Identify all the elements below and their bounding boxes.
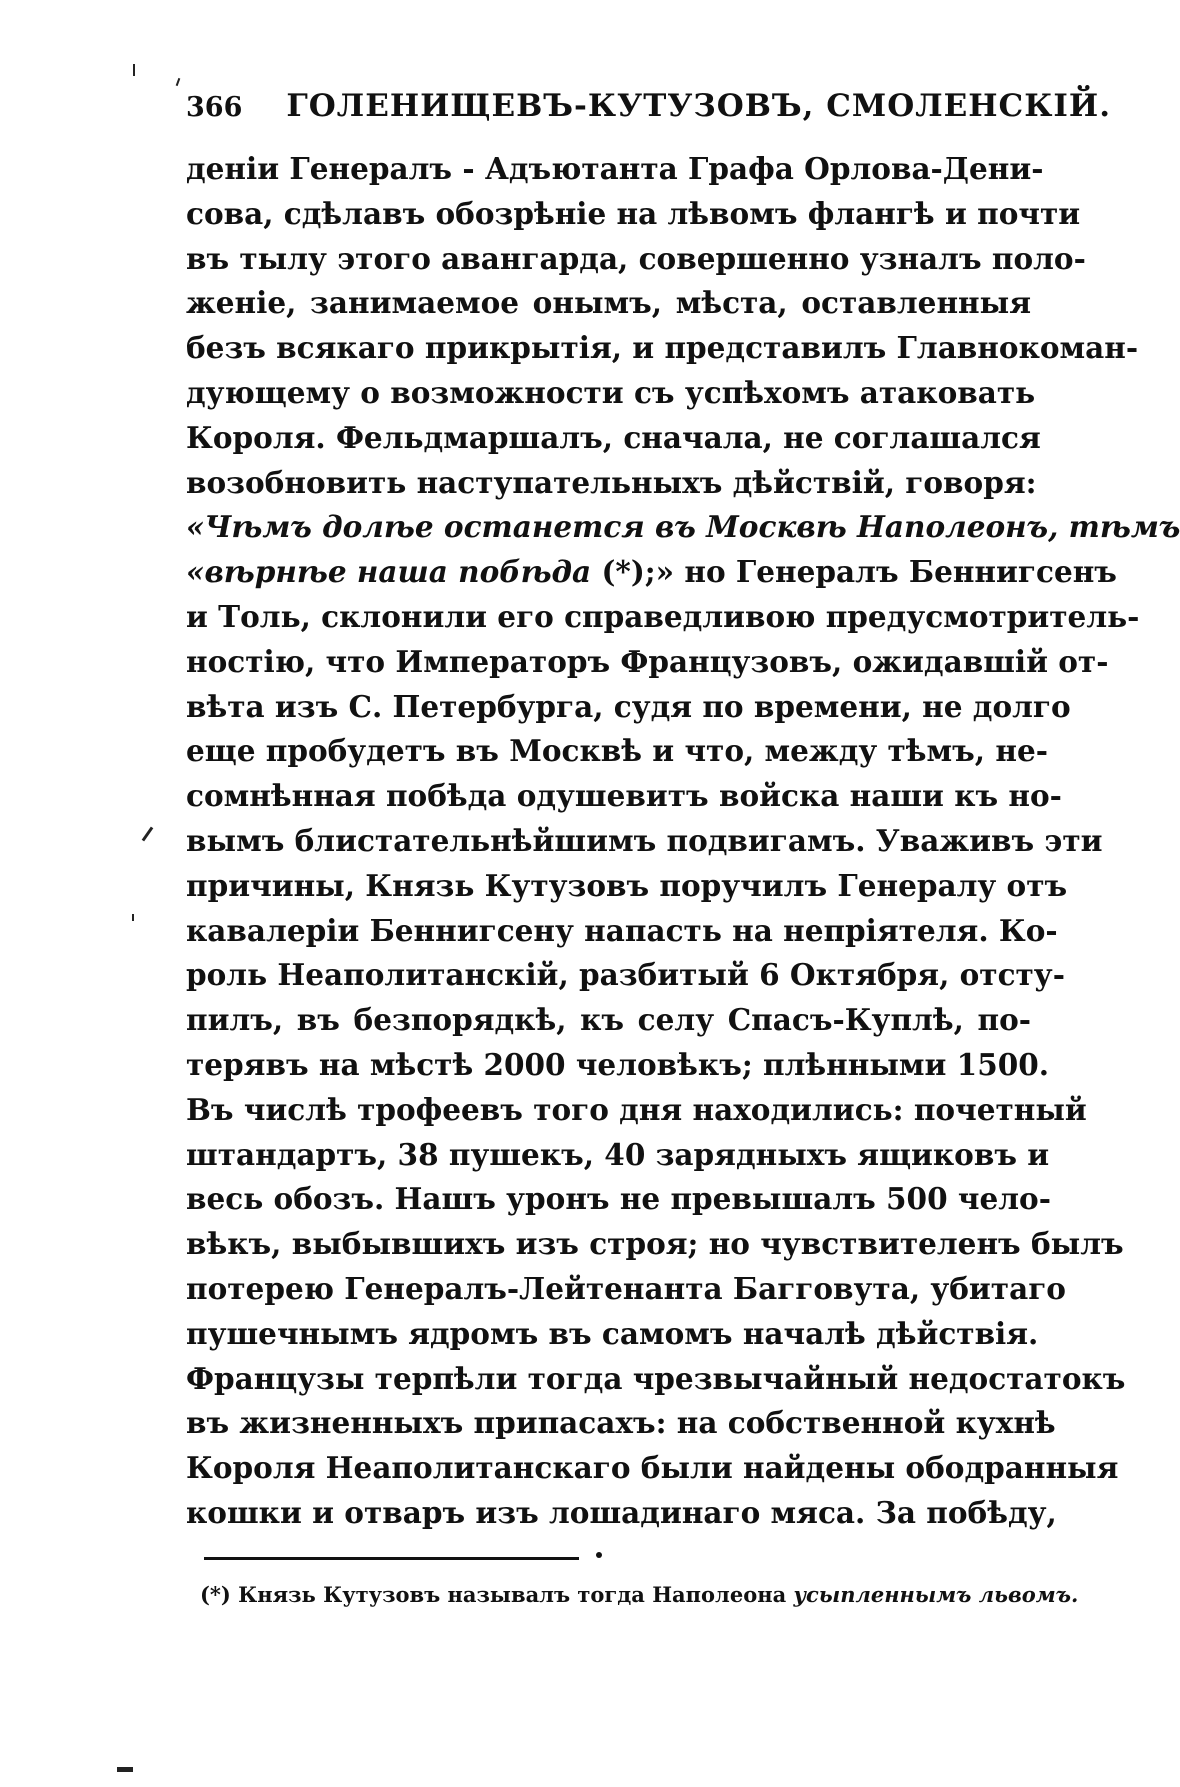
text-segment: возобновить наступательныхъ дѣйствій, говоря: xyxy=(186,464,1037,500)
text-line xyxy=(186,819,1103,864)
text-line xyxy=(186,1177,1051,1222)
italic-segment: «Чѣмъ долѣе останется въ Москвѣ Наполеонъ, тѣмъ xyxy=(186,509,1180,545)
text-segment: весь обозъ. Нашъ уронъ не превышалъ 500 чело- xyxy=(186,1181,1051,1217)
footnote-marker: (*) xyxy=(200,1582,231,1607)
text-line xyxy=(186,774,1062,819)
text-line xyxy=(186,416,1041,461)
text-segment: сомнѣнная побѣда одушевитъ войска наши къ но- xyxy=(186,778,1062,814)
text-line xyxy=(186,953,1065,998)
text-segment: штандартъ, 38 пушекъ, 40 зарядныхъ ящиковъ и xyxy=(186,1136,1050,1172)
scan-mark xyxy=(133,64,135,76)
text-segment: Въ числѣ трофеевъ того дня находились: почетный xyxy=(186,1091,1087,1127)
text-line xyxy=(186,1267,1066,1312)
text-segment: сова, сдѣлавъ обозрѣніе на лѣвомъ флангѣ и почти xyxy=(186,195,1081,231)
text-segment: и Толь, склонили его справедливою предусмотритель- xyxy=(186,598,1140,634)
text-line xyxy=(186,729,1048,774)
text-line xyxy=(186,237,1086,282)
text-segment: причины, Князь Кутузовъ поручилъ Генералу отъ xyxy=(186,867,1068,903)
footnote-text: Князь Кутузовъ называлъ тогда Наполеона xyxy=(238,1582,787,1607)
text-line xyxy=(186,550,1117,595)
text-line xyxy=(186,147,1044,192)
text-line xyxy=(186,1088,1087,1133)
text-line xyxy=(186,1357,1126,1402)
text-line xyxy=(186,909,1058,954)
text-segment: вымъ блистательнѣйшимъ подвигамъ. Уваживъ эти xyxy=(186,822,1103,858)
text-segment: въ тылу этого авангарда, совершенно узналъ поло- xyxy=(186,240,1086,276)
scan-mark xyxy=(142,827,154,842)
text-line xyxy=(186,371,1036,416)
text-line xyxy=(186,998,1031,1043)
text-segment: въ жизненныхъ припасахъ: на собственной кухнѣ xyxy=(186,1405,1056,1441)
text-segment: (*);» но Генералъ Беннигсенъ xyxy=(591,554,1117,590)
text-segment: ностію, что Императоръ Французовъ, ожидавшій от- xyxy=(186,643,1109,679)
page-number: 366 xyxy=(186,92,243,123)
italic-segment: «вѣрнѣе наша побѣда xyxy=(186,554,592,590)
text-segment: женіе, занимаемое онымъ, мѣста, оставленныя xyxy=(186,285,1031,321)
footnote-italic-text: усыпленнымъ львомъ. xyxy=(793,1582,1079,1607)
text-line xyxy=(186,505,1180,550)
footnote-rule xyxy=(204,1557,579,1560)
running-head: ГОЛЕНИЩЕВЪ-КУТУЗОВЪ, СМОЛЕНСКІЙ. xyxy=(286,88,1111,124)
text-line xyxy=(186,640,1109,685)
text-segment: кошки и отваръ изъ лошадинаго мяса. За побѣду, xyxy=(186,1494,1057,1530)
text-line xyxy=(186,326,1139,371)
text-line xyxy=(186,281,1031,326)
text-line xyxy=(186,192,1081,237)
text-line xyxy=(186,1312,1039,1357)
text-line xyxy=(186,1222,1124,1267)
text-line xyxy=(186,1491,1057,1536)
text-segment: деніи Генералъ - Адъютанта Графа Орлова-Дени- xyxy=(186,151,1044,186)
text-line xyxy=(186,595,1140,640)
text-segment: вѣта изъ С. Петербурга, судя по времени, не долго xyxy=(186,688,1071,724)
text-segment: безъ всякаго прикрытія, и представилъ Главнокоман- xyxy=(186,330,1139,366)
page-header xyxy=(186,88,1111,128)
text-segment: потерею Генералъ-Лейтенанта Багговута, убитаго xyxy=(186,1270,1066,1306)
text-segment: терявъ на мѣстѣ 2000 человѣкъ; плѣнными 1500. xyxy=(186,1046,1050,1082)
text-segment: Французы терпѣли тогда чрезвычайный недостатокъ xyxy=(186,1360,1126,1396)
text-line xyxy=(186,1401,1056,1446)
text-line xyxy=(186,461,1037,506)
footnote xyxy=(200,1582,1079,1607)
footnote-rule-dot xyxy=(596,1552,602,1558)
text-segment: еще пробудетъ въ Москвѣ и что, между тѣмъ, не- xyxy=(186,733,1048,769)
text-segment: дующему о возможности съ успѣхомъ атаковать xyxy=(186,374,1036,410)
text-line xyxy=(186,864,1068,909)
text-segment: кавалеріи Беннигсену напасть на непріятеля. Ко- xyxy=(186,912,1058,948)
text-line xyxy=(186,1133,1050,1178)
text-line xyxy=(186,1043,1050,1088)
scan-mark xyxy=(132,914,134,921)
text-segment: пилъ, въ безпорядкѣ, къ селу Спасъ-Куплѣ, по- xyxy=(186,1002,1031,1038)
scan-mark xyxy=(176,78,181,86)
body-text xyxy=(186,147,1180,1536)
text-line xyxy=(186,685,1071,730)
text-segment: пушечнымъ ядромъ въ самомъ началѣ дѣйствія. xyxy=(186,1315,1039,1351)
text-line xyxy=(186,1446,1119,1491)
text-segment: Короля. Фельдмаршалъ, сначала, не соглашался xyxy=(186,419,1041,455)
text-segment: роль Неаполитанскій, разбитый 6 Октября, отсту- xyxy=(186,957,1065,993)
text-segment: Короля Неаполитанскаго были найдены ободранныя xyxy=(186,1450,1119,1486)
text-segment: вѣкъ, выбывшихъ изъ строя; но чувствителенъ былъ xyxy=(186,1226,1124,1262)
scan-mark xyxy=(117,1767,133,1772)
